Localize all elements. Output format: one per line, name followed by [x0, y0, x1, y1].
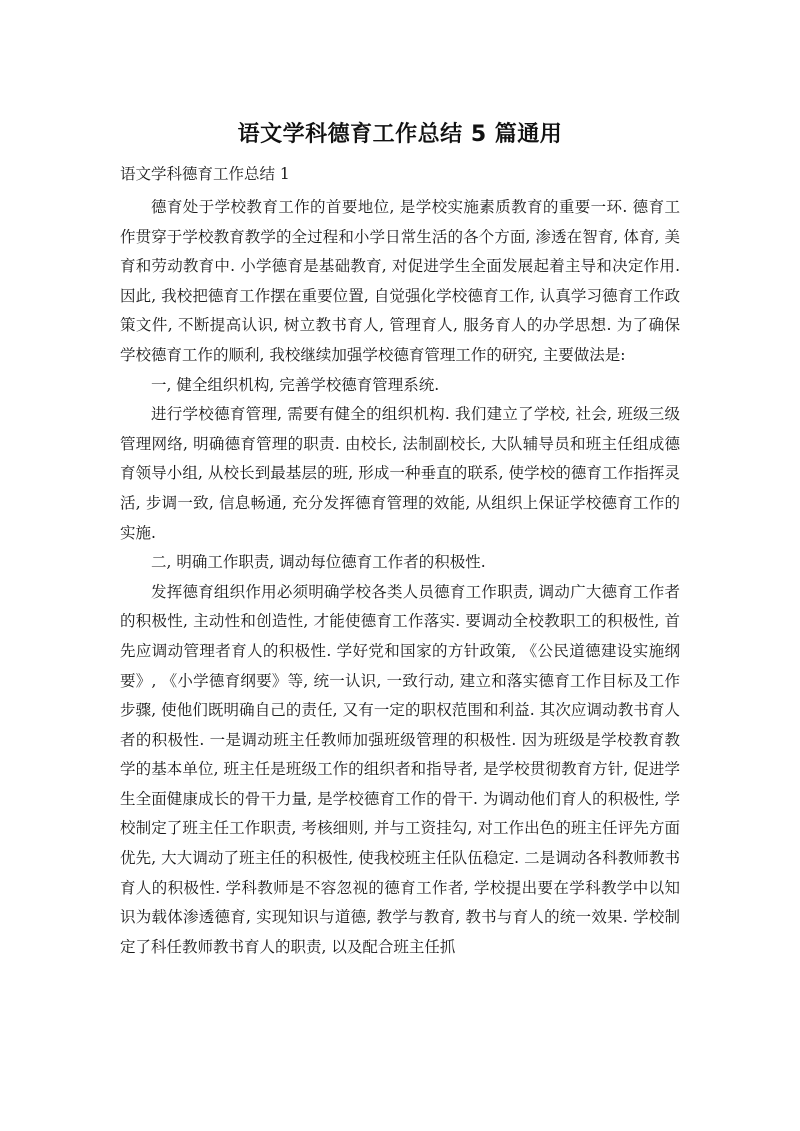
- paragraph-organization: 进行学校德育管理, 需要有健全的组织机构. 我们建立了学校, 社会, 班级三级管理网络, 明确德育管理的职责. 由校长, 法制副校长, 大队辅导员和班主任组成德育领导小组, 从校长到最基层的班, 形成一种垂直的联系, 使学校的德育工作指挥灵活, 步调一致, 信息畅通, 充分发挥德育管理的效能, 从组织上保证学校德育工作的实施.: [120, 405, 680, 542]
- document-subtitle: 语文学科德育工作总结 1: [120, 165, 290, 183]
- section-heading-2: 二, 明确工作职责, 调动每位德育工作者的积极性.: [151, 553, 486, 572]
- document-body: [120, 193, 680, 962]
- section-heading-1: 一, 健全组织机构, 完善学校德育管理系统.: [151, 375, 440, 394]
- document-title: 语文学科德育工作总结 5 篇通用: [237, 122, 563, 147]
- paragraph-intro: 德育处于学校教育工作的首要地位, 是学校实施素质教育的重要一环. 德育工作贯穿于学校教育教学的全过程和小学日常生活的各个方面, 渗透在智育, 体育, 美育和劳动教育中. 小学德育是基础教育, 对促进学生全面发展起着主导和决定作用. 因此, 我校把德育工作摆在重要位置, 自觉强化学校德育工作, 认真学习德育工作政策文件, 不断提高认识, 树立教书育人, 管理育人, 服务育人的办学思想. 为了确保学校德育工作的顺利, 我校继续加强学校德育管理工作的研究, 主要做法是:: [120, 198, 680, 364]
- paragraph-responsibilities: 发挥德育组织作用必须明确学校各类人员德育工作职责, 调动广大德育工作者的积极性, 主动性和创造性, 才能使德育工作落实. 要调动全校教职工的积极性, 首先应调动管理者育人的积极性. 学好党和国家的方针政策, 《公民道德建设实施纲要》, 《小学德育纲要》等, 统一认识, 一致行动, 建立和落实德育工作目标及工作步骤, 使他们既明确自己的责任, 又有一定的职权范围和利益. 其次应调动教书育人者的积极性. 一是调动班主任教师加强班级管理的积极性. 因为班级是学校教育教学的基本单位, 班主任是班级工作的组织者和指导者, 是学校贯彻教育方针, 促进学生全面健康成长的骨干力量, 是学校德育工作的骨干. 为调动他们育人的积极性, 学校制定了班主任工作职责, 考核细则, 并与工资挂勾, 对工作出色的班主任评先方面优先, 大大调动了班主任的积极性, 使我校班主任队伍稳定. 二是调动各科教师教书育人的积极性. 学科教师是不容忽视的德育工作者, 学校提出要在学科教学中以知识为载体渗透德育, 实现知识与道德, 教学与教育, 教书与育人的统一效果. 学校制定了科任教师教书育人的职责, 以及配合班主任抓: [120, 582, 680, 956]
